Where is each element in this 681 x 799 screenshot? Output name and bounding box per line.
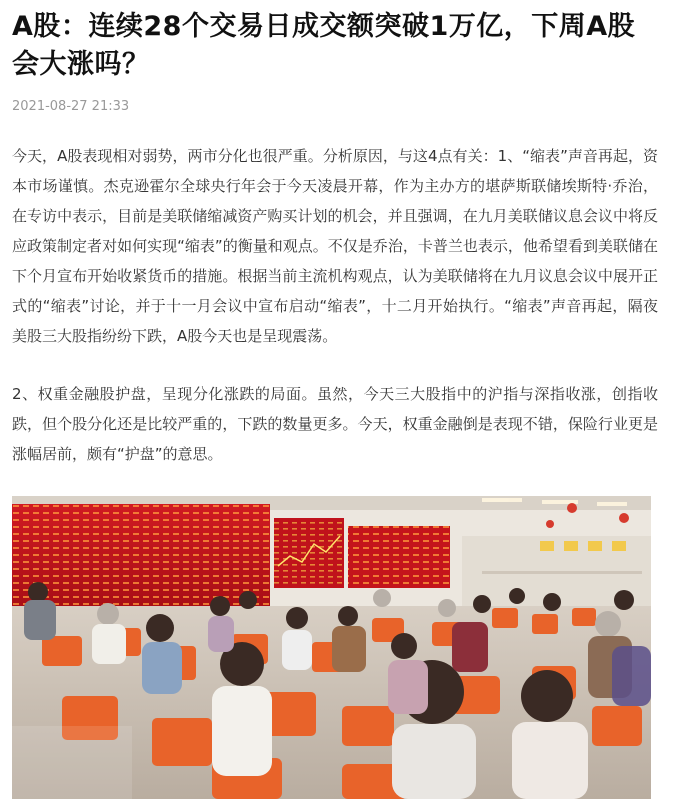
stock-trading-hall-photo [12,496,651,799]
article-paragraph-2: 2、权重金融股护盘，呈现分化涨跌的局面。虽然，今天三大股指中的沪指与深指收涨，创指收跌，但个股分化还是比较严重的，下跌的数量更多。今天，权重金融倒是表现不错，保险行业更是涨幅居前，颇有“护盘”的意思。 [12,385,658,463]
article-paragraph-1: 今天，A股表现相对弱势，两市分化也很严重。分析原因，与这4点有关：1、“缩表”声音再起，资本市场谨慎。杰克逊霍尔全球央行年会于今天凌晨开幕，作为主办方的堪萨斯联储埃斯特·乔治，在专访中表示，目前是美联储缩减资产购买计划的机会，并且强调，在九月美联储议息会议中将反应政策制定者对如何实现“缩表”的衡量和观点。不仅是乔治，卡普兰也表示，他希望看到美联储在下个月宣布开始收紧货币的措施。根据当前主流机构观点，认为美联储将在九月议息会议中展开正式的“缩表”讨论，并于十一月会议中宣布启动“缩表”，十二月开始执行。“缩表”声音再起，隔夜美股三大股指纷纷下跌，A股今天也是呈现震荡。 [12,147,658,345]
publish-date: 2021-08-27 21:33 [12,99,130,114]
article-title: A股：连续28个交易日成交额突破1万亿，下周A股会大涨吗？ [12,11,636,80]
photo-illustration [12,496,651,799]
